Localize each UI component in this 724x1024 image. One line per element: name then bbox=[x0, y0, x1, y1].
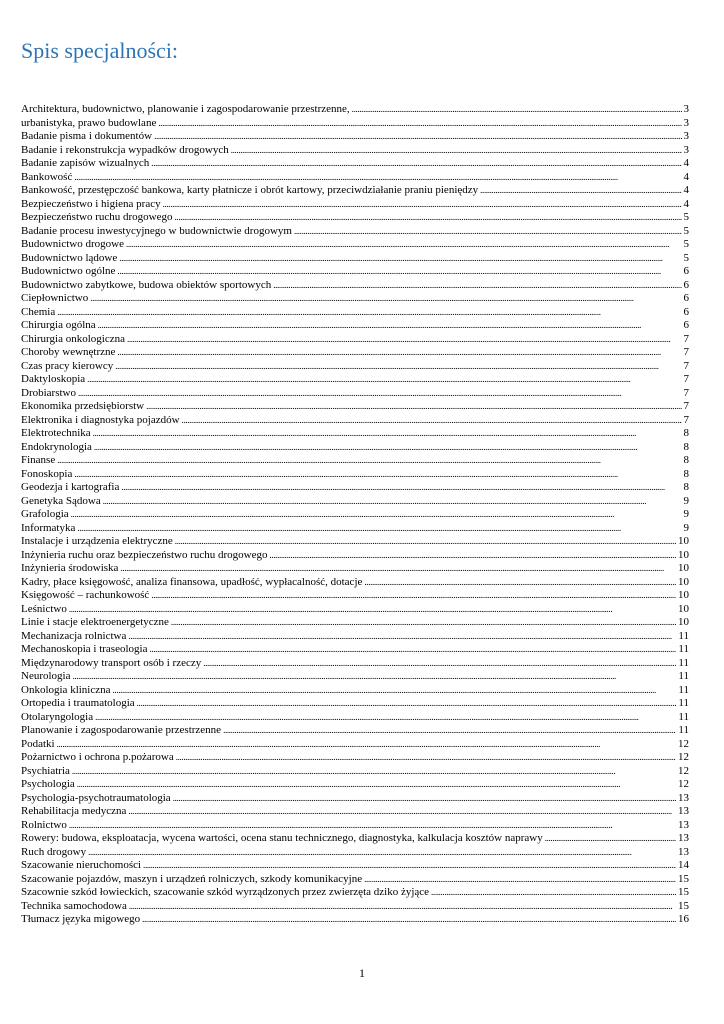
toc-entry-page: 8 bbox=[683, 454, 689, 466]
toc-entry-label: Ekonomika przedsiębiorstw bbox=[21, 400, 145, 412]
toc-entry-page: 11 bbox=[678, 643, 689, 655]
toc-entry-label: Tłumacz języka migowego bbox=[21, 913, 141, 925]
toc-entry-page: 11 bbox=[678, 697, 689, 709]
toc-entry-label: Mechanoskopia i traseologia bbox=[21, 643, 148, 655]
toc-entry-label: Elektronika i diagnostyka pojazdów bbox=[21, 413, 180, 426]
page-number: 1 bbox=[359, 966, 365, 980]
toc-entry-page: 13 bbox=[678, 845, 689, 858]
toc-entry-label: Budownictwo lądowe bbox=[21, 251, 118, 264]
page-title: Spis specjalności: bbox=[21, 38, 179, 63]
toc-entry[interactable] bbox=[21, 481, 689, 495]
toc-entry[interactable] bbox=[21, 130, 689, 144]
toc-entry-page: 7 bbox=[683, 359, 689, 372]
toc-entry-label: Podatki bbox=[21, 737, 55, 750]
dot-leader bbox=[69, 819, 676, 833]
toc-entry-label: Psychiatria bbox=[21, 764, 70, 777]
toc-entry[interactable] bbox=[21, 157, 689, 171]
toc-entry[interactable] bbox=[21, 414, 689, 428]
toc-entry-label: Badanie procesu inwestycyjnego w budownictwie drogowym bbox=[21, 224, 292, 237]
dot-leader bbox=[176, 751, 676, 765]
toc-entry[interactable] bbox=[21, 468, 689, 482]
dot-leader bbox=[120, 562, 676, 576]
toc-entry[interactable] bbox=[21, 427, 689, 441]
toc-entry-page: 9 bbox=[683, 521, 689, 534]
dot-leader bbox=[93, 427, 682, 441]
dot-leader bbox=[72, 670, 676, 684]
toc-entry-label: Endokrynologia bbox=[21, 440, 92, 453]
dot-leader bbox=[69, 603, 676, 617]
dot-leader bbox=[223, 724, 676, 738]
toc-entry-label: Chirurgia onkologiczna bbox=[21, 332, 125, 345]
dot-leader bbox=[163, 198, 682, 212]
toc-entry-label: Budownictwo zabytkowe, budowa obiektów sportowych bbox=[21, 278, 272, 291]
toc-entry[interactable] bbox=[21, 657, 689, 671]
toc-entry-page: 6 bbox=[683, 265, 689, 277]
toc-entry-label: Grafologia bbox=[21, 508, 69, 520]
toc-entry-label: Drobiarstwo bbox=[21, 386, 76, 399]
dot-leader bbox=[87, 373, 681, 387]
toc-entry[interactable] bbox=[21, 738, 689, 752]
dot-leader bbox=[126, 238, 682, 252]
toc-entry[interactable] bbox=[21, 306, 689, 320]
dot-leader bbox=[57, 738, 676, 752]
toc-entry[interactable] bbox=[21, 265, 689, 279]
dot-leader bbox=[74, 171, 681, 185]
toc-entry[interactable] bbox=[21, 441, 689, 455]
toc-entry-page: 12 bbox=[678, 778, 689, 790]
toc-entry[interactable] bbox=[21, 171, 689, 185]
toc-entry[interactable] bbox=[21, 630, 689, 644]
toc-entry[interactable] bbox=[21, 765, 689, 779]
toc-entry-label: Genetyka Sądowa bbox=[21, 494, 101, 507]
toc-entry-label: urbanistyka, prawo budowlane bbox=[21, 116, 157, 129]
toc-entry-label: Psychologia bbox=[21, 778, 75, 790]
toc-entry[interactable] bbox=[21, 697, 689, 711]
dot-leader bbox=[128, 805, 676, 819]
dot-leader bbox=[117, 265, 681, 279]
dot-leader bbox=[94, 441, 682, 455]
dot-leader bbox=[151, 157, 681, 171]
toc-entry-label: Choroby wewnętrzne bbox=[21, 346, 116, 358]
toc-entry-page: 11 bbox=[678, 710, 689, 723]
dot-leader bbox=[154, 130, 681, 144]
toc-entry-page: 9 bbox=[683, 494, 689, 507]
toc-entry-page: 6 bbox=[683, 278, 689, 291]
toc-entry-page: 13 bbox=[678, 805, 689, 817]
toc-entry[interactable] bbox=[21, 454, 689, 468]
toc-entry[interactable] bbox=[21, 670, 689, 684]
toc-entry-page: 9 bbox=[683, 508, 689, 520]
dot-leader bbox=[269, 549, 676, 563]
toc-entry[interactable] bbox=[21, 616, 689, 630]
dot-leader bbox=[480, 184, 681, 198]
toc-entry[interactable] bbox=[21, 144, 689, 158]
toc-entry-page: 6 bbox=[683, 292, 689, 304]
dot-leader bbox=[231, 144, 682, 158]
toc-entry[interactable] bbox=[21, 346, 689, 360]
toc-entry-page: 5 bbox=[683, 224, 689, 237]
toc-entry[interactable] bbox=[21, 508, 689, 522]
toc-entry-label: Księgowość – rachunkowość bbox=[21, 589, 150, 601]
toc-entry-page: 6 bbox=[683, 305, 689, 318]
dot-leader bbox=[90, 292, 681, 306]
toc-entry-page: 7 bbox=[683, 346, 689, 358]
toc-entry-page: 4 bbox=[683, 197, 689, 210]
dot-leader bbox=[57, 454, 681, 468]
toc-entry[interactable] bbox=[21, 495, 689, 509]
table-of-contents bbox=[21, 103, 689, 927]
toc-entry-page: 7 bbox=[683, 413, 689, 426]
toc-entry-label: Elektrotechnika bbox=[21, 427, 91, 439]
toc-entry-page: 3 bbox=[683, 130, 689, 142]
toc-entry-label: Badanie zapisów wizualnych bbox=[21, 157, 150, 169]
toc-entry-page: 3 bbox=[683, 143, 689, 156]
toc-entry-label: Leśnictwo bbox=[21, 602, 67, 615]
toc-entry-page: 13 bbox=[678, 791, 689, 804]
dot-leader bbox=[146, 400, 681, 414]
dot-leader bbox=[364, 873, 676, 887]
toc-entry[interactable] bbox=[21, 819, 689, 833]
toc-entry[interactable] bbox=[21, 103, 689, 117]
toc-entry-page: 14 bbox=[678, 859, 689, 871]
dot-leader bbox=[273, 279, 681, 293]
toc-entry-page: 15 bbox=[678, 872, 689, 885]
toc-entry-label: Budownictwo ogólne bbox=[21, 265, 116, 277]
dot-leader bbox=[143, 859, 676, 873]
toc-entry[interactable] bbox=[21, 859, 689, 873]
dot-leader bbox=[151, 589, 676, 603]
toc-entry-label: Chirurgia ogólna bbox=[21, 319, 96, 331]
toc-entry[interactable] bbox=[21, 117, 689, 131]
dot-leader bbox=[431, 886, 676, 900]
dot-leader bbox=[203, 657, 676, 671]
dot-leader bbox=[113, 684, 677, 698]
toc-entry-page: 7 bbox=[683, 373, 689, 385]
toc-entry-page: 12 bbox=[678, 751, 689, 763]
dot-leader bbox=[149, 643, 676, 657]
toc-entry-page: 15 bbox=[678, 886, 689, 898]
dot-leader bbox=[173, 792, 676, 806]
toc-entry-label: Bezpieczeństwo i higiena pracy bbox=[21, 197, 161, 210]
toc-entry-label: Daktyloskopia bbox=[21, 373, 86, 385]
toc-entry-label: Badanie pisma i dokumentów bbox=[21, 130, 153, 142]
toc-entry[interactable] bbox=[21, 279, 689, 293]
toc-entry[interactable] bbox=[21, 562, 689, 576]
dot-leader bbox=[158, 117, 681, 131]
toc-entry[interactable] bbox=[21, 387, 689, 401]
toc-entry-label: Bankowość bbox=[21, 170, 73, 183]
toc-entry-label: Informatyka bbox=[21, 521, 76, 534]
toc-entry-label: Inżynieria środowiska bbox=[21, 562, 119, 574]
toc-entry-label: Szacowanie pojazdów, maszyn i urządzeń rolniczych, szkody komunikacyjne bbox=[21, 872, 363, 885]
toc-entry-label: Kadry, płace księgowość, analiza finansowa, upadłość, wypłacalność, dotacje bbox=[21, 575, 363, 588]
toc-entry-page: 4 bbox=[683, 170, 689, 183]
toc-entry[interactable] bbox=[21, 292, 689, 306]
dot-leader bbox=[74, 468, 681, 482]
toc-entry[interactable] bbox=[21, 724, 689, 738]
dot-leader bbox=[142, 913, 676, 927]
toc-entry-page: 11 bbox=[678, 670, 689, 682]
toc-entry-page: 10 bbox=[678, 589, 689, 601]
toc-entry[interactable] bbox=[21, 373, 689, 387]
toc-entry-label: Rehabilitacja medyczna bbox=[21, 805, 127, 817]
toc-entry[interactable] bbox=[21, 603, 689, 617]
dot-leader bbox=[72, 765, 676, 779]
dot-leader bbox=[115, 360, 681, 374]
toc-entry-page: 7 bbox=[683, 386, 689, 399]
toc-entry[interactable] bbox=[21, 360, 689, 374]
toc-entry[interactable] bbox=[21, 400, 689, 414]
dot-leader bbox=[88, 846, 676, 860]
toc-entry-label: Geodezja i kartografia bbox=[21, 481, 120, 493]
toc-entry-label: Pożarnictwo i ochrona p.pożarowa bbox=[21, 751, 174, 763]
toc-entry-page: 8 bbox=[683, 427, 689, 439]
toc-entry-page: 5 bbox=[683, 238, 689, 250]
toc-entry-label: Mechanizacja rolnictwa bbox=[21, 629, 127, 642]
toc-entry[interactable] bbox=[21, 778, 689, 792]
toc-entry-page: 6 bbox=[683, 319, 689, 331]
dot-leader bbox=[175, 535, 676, 549]
toc-entry[interactable] bbox=[21, 900, 689, 914]
dot-leader bbox=[57, 306, 681, 320]
dot-leader bbox=[352, 103, 682, 117]
toc-entry[interactable] bbox=[21, 643, 689, 657]
dot-leader bbox=[77, 778, 676, 792]
toc-entry-page: 11 bbox=[678, 656, 689, 669]
dot-leader bbox=[364, 576, 676, 590]
toc-entry-label: Technika samochodowa bbox=[21, 899, 127, 912]
toc-entry-label: Szacowanie nieruchomości bbox=[21, 859, 142, 871]
toc-entry-page: 8 bbox=[683, 467, 689, 480]
toc-entry-label: Onkologia kliniczna bbox=[21, 683, 111, 696]
toc-entry-page: 5 bbox=[683, 251, 689, 264]
toc-entry-page: 8 bbox=[683, 440, 689, 453]
toc-entry[interactable] bbox=[21, 225, 689, 239]
toc-entry-page: 12 bbox=[678, 737, 689, 750]
dot-leader bbox=[175, 211, 682, 225]
dot-leader bbox=[98, 319, 682, 333]
toc-entry[interactable] bbox=[21, 832, 689, 846]
dot-leader bbox=[95, 711, 676, 725]
toc-entry-label: Bankowość, przestępczość bankowa, karty płatnicze i obrót kartowy, przeciwdziałanie praniu pieniędzy bbox=[21, 184, 479, 196]
dot-leader bbox=[129, 900, 676, 914]
toc-entry-page: 10 bbox=[678, 535, 689, 547]
dot-leader bbox=[171, 616, 676, 630]
toc-entry-label: Międzynarodowy transport osób i rzeczy bbox=[21, 656, 202, 669]
toc-entry-label: Psychologia-psychotraumatologia bbox=[21, 791, 171, 804]
toc-entry[interactable] bbox=[21, 522, 689, 536]
toc-entry[interactable] bbox=[21, 792, 689, 806]
toc-entry-label: Bezpieczeństwo ruchu drogowego bbox=[21, 211, 173, 223]
toc-entry-page: 3 bbox=[683, 116, 689, 129]
toc-entry-label: Chemia bbox=[21, 305, 56, 318]
toc-entry-page: 4 bbox=[683, 184, 689, 196]
toc-entry-label: Rolnictwo bbox=[21, 818, 67, 831]
toc-entry[interactable] bbox=[21, 184, 689, 198]
toc-entry-label: Planowanie i zagospodarowanie przestrzenne bbox=[21, 724, 222, 736]
toc-entry-label: Ruch drogowy bbox=[21, 845, 87, 858]
toc-entry[interactable] bbox=[21, 873, 689, 887]
toc-entry[interactable] bbox=[21, 198, 689, 212]
toc-entry-label: Linie i stacje elektroenergetyczne bbox=[21, 616, 169, 628]
toc-entry-label: Rowery: budowa, eksploatacja, wycena wartości, ocena stanu technicznego, diagnostyka, kalkulacja kosztów naprawy bbox=[21, 832, 543, 844]
toc-entry[interactable] bbox=[21, 211, 689, 225]
toc-entry-page: 12 bbox=[678, 764, 689, 777]
dot-leader bbox=[78, 387, 682, 401]
toc-entry-label: Ortopedia i traumatologia bbox=[21, 697, 135, 709]
dot-leader bbox=[128, 630, 676, 644]
toc-entry-label: Fonoskopia bbox=[21, 467, 73, 480]
dot-leader bbox=[182, 414, 682, 428]
toc-entry-page: 5 bbox=[683, 211, 689, 223]
toc-entry-page: 11 bbox=[678, 724, 689, 736]
toc-entry-label: Instalacje i urządzenia elektryczne bbox=[21, 535, 173, 547]
dot-leader bbox=[545, 832, 676, 846]
toc-entry-page: 7 bbox=[683, 400, 689, 412]
toc-entry[interactable] bbox=[21, 913, 689, 927]
toc-entry-label: Inżynieria ruchu oraz bezpieczeństwo ruchu drogowego bbox=[21, 548, 268, 561]
toc-entry[interactable] bbox=[21, 886, 689, 900]
toc-entry-page: 8 bbox=[683, 481, 689, 493]
dot-leader bbox=[137, 697, 677, 711]
toc-entry-label: Neurologia bbox=[21, 670, 71, 682]
toc-entry[interactable] bbox=[21, 711, 689, 725]
toc-entry-page: 11 bbox=[678, 629, 689, 642]
toc-entry[interactable] bbox=[21, 333, 689, 347]
toc-entry-page: 7 bbox=[683, 332, 689, 345]
dot-leader bbox=[121, 481, 681, 495]
toc-entry[interactable] bbox=[21, 238, 689, 252]
toc-entry-page: 4 bbox=[683, 157, 689, 169]
toc-entry-label: Czas pracy kierowcy bbox=[21, 359, 114, 372]
toc-entry-page: 10 bbox=[678, 575, 689, 588]
toc-entry[interactable] bbox=[21, 319, 689, 333]
toc-entry[interactable] bbox=[21, 576, 689, 590]
toc-entry-page: 10 bbox=[678, 602, 689, 615]
toc-entry-label: Architektura, budownictwo, planowanie i zagospodarowanie przestrzenne, bbox=[21, 103, 350, 115]
dot-leader bbox=[294, 225, 682, 239]
toc-entry-page: 13 bbox=[678, 832, 689, 844]
toc-entry-label: Ciepłownictwo bbox=[21, 292, 89, 304]
dot-leader bbox=[119, 252, 681, 266]
toc-entry-label: Finanse bbox=[21, 454, 56, 466]
dot-leader bbox=[77, 522, 681, 536]
toc-entry-page: 10 bbox=[678, 616, 689, 628]
toc-entry-label: Otolaryngologia bbox=[21, 710, 94, 723]
toc-entry[interactable] bbox=[21, 549, 689, 563]
toc-entry-page: 15 bbox=[678, 899, 689, 912]
toc-entry-label: Badanie i rekonstrukcja wypadków drogowych bbox=[21, 143, 229, 156]
toc-entry-page: 3 bbox=[683, 103, 689, 115]
toc-entry[interactable] bbox=[21, 846, 689, 860]
toc-entry-label: Budownictwo drogowe bbox=[21, 238, 124, 250]
toc-entry-label: Szacownie szkód łowieckich, szacowanie szkód wyrządzonych przez zwierzęta dziko żyjące bbox=[21, 886, 430, 898]
toc-entry[interactable] bbox=[21, 751, 689, 765]
toc-entry-page: 10 bbox=[678, 562, 689, 574]
dot-leader bbox=[103, 495, 682, 509]
toc-entry[interactable] bbox=[21, 684, 689, 698]
dot-leader bbox=[71, 508, 682, 522]
toc-entry-page: 16 bbox=[678, 913, 689, 925]
dot-leader bbox=[127, 333, 682, 347]
toc-entry[interactable] bbox=[21, 805, 689, 819]
toc-entry[interactable] bbox=[21, 535, 689, 549]
toc-entry[interactable] bbox=[21, 589, 689, 603]
toc-entry[interactable] bbox=[21, 252, 689, 266]
toc-entry-page: 13 bbox=[678, 818, 689, 831]
toc-entry-page: 11 bbox=[678, 683, 689, 696]
dot-leader bbox=[117, 346, 681, 360]
toc-entry-page: 10 bbox=[678, 548, 689, 561]
